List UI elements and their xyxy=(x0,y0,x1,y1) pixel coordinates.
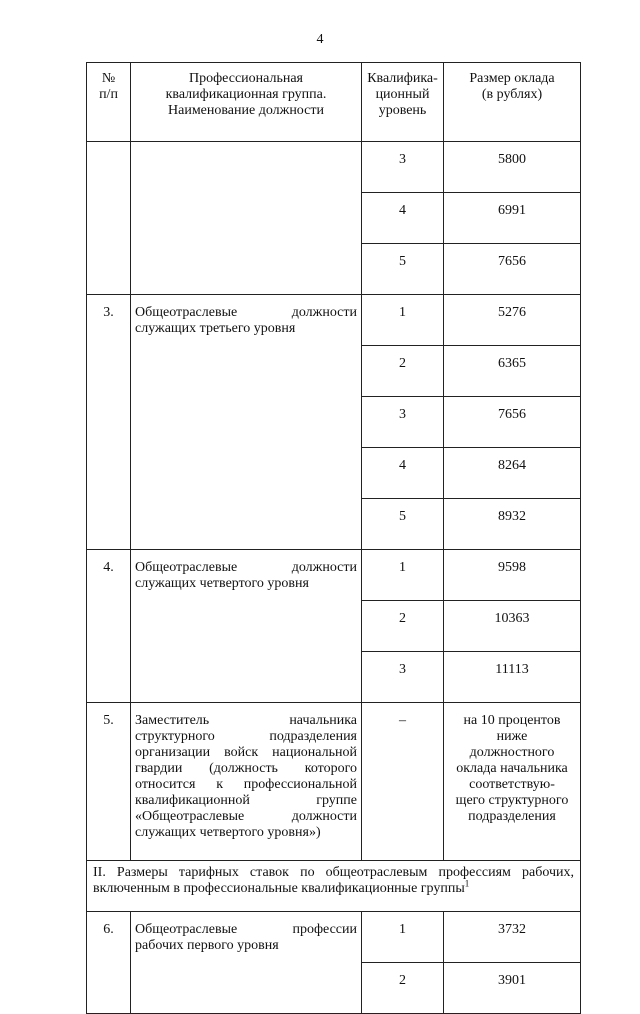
cell-group-name xyxy=(131,912,362,1014)
cell-num-empty xyxy=(87,142,131,295)
header-number-line: п/п xyxy=(99,87,118,102)
name-line: рабочих первого уровня xyxy=(135,938,279,953)
section-heading xyxy=(87,861,581,912)
header-level-line: Квалифика- xyxy=(367,71,438,86)
salary-note-line: щего структурного xyxy=(455,793,569,808)
cell-salary: 9598 xyxy=(444,550,581,601)
salary-note-line: соответствую- xyxy=(469,777,555,792)
salary-table xyxy=(86,62,581,1014)
table-row xyxy=(87,703,581,861)
table-header-row xyxy=(87,63,581,142)
name-line: «Общеотраслевые должности xyxy=(135,809,357,824)
name-line: служащих четвертого уровня xyxy=(135,576,309,591)
table-row xyxy=(87,142,581,193)
salary-note-line: оклада начальника xyxy=(456,761,568,776)
cell-salary: 8932 xyxy=(444,499,581,550)
cell-salary: 11113 xyxy=(444,652,581,703)
header-name-line: Профессиональная xyxy=(188,71,303,86)
cell-level: 3 xyxy=(362,397,444,448)
header-number xyxy=(87,63,131,142)
name-line: Общеотраслевые профессии xyxy=(135,922,357,937)
salary-note-line: должностного xyxy=(469,745,555,760)
section-heading-line xyxy=(93,878,574,897)
salary-note-line: подразделения xyxy=(468,809,556,824)
name-line: относится к профессиональной xyxy=(135,777,357,792)
cell-salary: 8264 xyxy=(444,448,581,499)
name-line: Общеотраслевые должности xyxy=(135,305,357,320)
header-salary-line: (в рублях) xyxy=(481,87,543,102)
cell-level: 2 xyxy=(362,963,444,1014)
name-line: служащих четвертого уровня») xyxy=(135,825,321,840)
header-level-line: уровень xyxy=(378,103,427,118)
name-line: Общеотраслевые должности xyxy=(135,560,357,575)
name-line: структурного подразделения xyxy=(135,729,357,744)
cell-num: 5. xyxy=(87,703,131,861)
name-line: организации войск национальной xyxy=(135,745,357,760)
table-row xyxy=(87,912,581,963)
cell-level: 4 xyxy=(362,193,444,244)
header-salary-line: Размер оклада xyxy=(469,71,555,86)
cell-level: – xyxy=(362,703,444,861)
salary-note-line: на 10 процентов xyxy=(463,713,561,728)
footnote-mark: 1 xyxy=(464,878,470,889)
cell-group-name xyxy=(131,703,362,861)
name-line: квалификационной группе xyxy=(135,793,357,808)
section-heading-line: II. Размеры тарифных ставок по общеотраслевым профессиям рабочих, xyxy=(93,865,574,880)
cell-salary: 5800 xyxy=(444,142,581,193)
header-number-line: № xyxy=(101,71,116,86)
cell-salary: 6365 xyxy=(444,346,581,397)
header-level-line: ционный xyxy=(375,87,430,102)
cell-name-empty xyxy=(131,142,362,295)
name-line: Заместитель начальника xyxy=(135,713,357,728)
cell-level: 3 xyxy=(362,142,444,193)
cell-level: 3 xyxy=(362,652,444,703)
cell-salary-note xyxy=(444,703,581,861)
cell-level: 5 xyxy=(362,244,444,295)
cell-salary: 7656 xyxy=(444,244,581,295)
cell-num: 6. xyxy=(87,912,131,1014)
cell-num: 3. xyxy=(87,295,131,550)
cell-salary: 7656 xyxy=(444,397,581,448)
cell-salary: 3732 xyxy=(444,912,581,963)
page-number: 4 xyxy=(316,32,324,47)
header-salary xyxy=(444,63,581,142)
cell-level: 5 xyxy=(362,499,444,550)
name-line: гвардии (должность которого xyxy=(135,761,357,776)
salary-note-line: ниже xyxy=(496,729,528,744)
header-name-line: квалификационная группа. xyxy=(165,87,327,102)
section-heading-text: включенным в профессиональные квалификационные группы xyxy=(93,881,465,896)
cell-group-name xyxy=(131,550,362,703)
cell-level: 1 xyxy=(362,912,444,963)
cell-group-name xyxy=(131,295,362,550)
table-row xyxy=(87,295,581,346)
cell-level: 1 xyxy=(362,550,444,601)
header-name-line: Наименование должности xyxy=(168,103,324,118)
cell-salary: 3901 xyxy=(444,963,581,1014)
cell-salary: 5276 xyxy=(444,295,581,346)
table-row xyxy=(87,550,581,601)
cell-level: 1 xyxy=(362,295,444,346)
cell-salary: 6991 xyxy=(444,193,581,244)
name-line: служащих третьего уровня xyxy=(135,321,296,336)
cell-level: 2 xyxy=(362,346,444,397)
header-group-name xyxy=(131,63,362,142)
cell-salary: 10363 xyxy=(444,601,581,652)
cell-num: 4. xyxy=(87,550,131,703)
cell-level: 4 xyxy=(362,448,444,499)
cell-level: 2 xyxy=(362,601,444,652)
section-heading-row xyxy=(87,861,581,912)
header-qualification-level xyxy=(362,63,444,142)
